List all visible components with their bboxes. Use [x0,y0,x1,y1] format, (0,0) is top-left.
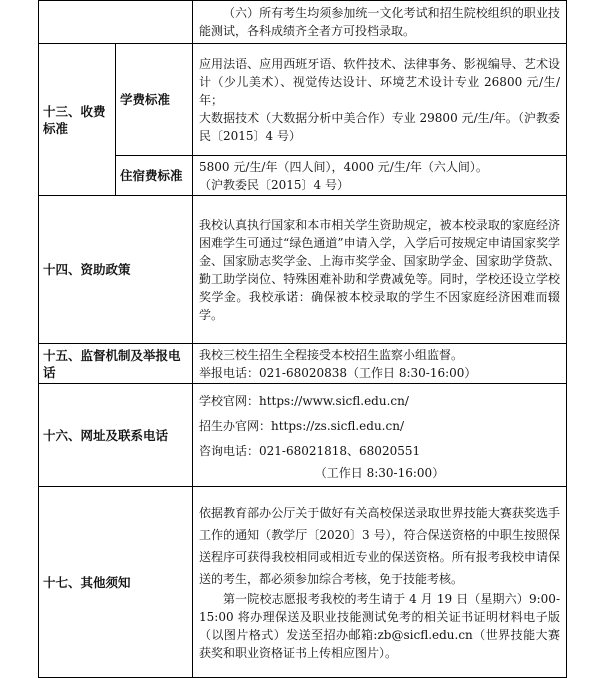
housing-content [193,156,567,196]
housing-label: 住宿费标准 [116,156,193,196]
empty-label-cell [39,1,193,44]
admissions-website-line: 招生办官网：https://zs.sicfl.edu.cn/ [199,418,404,433]
tuition-line: 应用法语、应用西班牙语、软件技术、法律事务、影视编导、艺术设计（少儿美术）、视觉传达设计、环境艺术设计专业 26800 元/生/年； [199,56,560,107]
phone-line: 咨询电话：021-68021818、68020551 [199,443,421,458]
tuition-label: 学费标准 [116,44,193,156]
admission-info-table [38,0,567,678]
section-16-title: 十六、网址及联系电话 [39,384,193,487]
tuition-line: 大数据技术（大数据分析中美合作）专业 29800 元/生/年。（沪教委民〔2015〕4 号） [199,110,560,143]
office-hours-line: （工作日 8:30-16:00） [314,465,445,480]
housing-line: 5800 元/生/年（四人间），4000 元/生/年（六人间）。 [199,159,488,174]
row-financial-aid [39,196,567,344]
row-housing [39,156,567,196]
section-14-title: 十四、资助政策 [39,196,193,344]
supervision-line: 我校三校生招生全程接受本校招生监察小组监督。 [199,347,464,362]
row-tuition [39,44,567,156]
contact-content [193,384,567,487]
section-15-title: 十五、监督机制及举报电话 [39,344,193,384]
row-exam-requirement [39,1,567,44]
row-other-notes [39,487,567,678]
section-13-title: 十三、收费标准 [39,44,116,196]
tuition-content [193,44,567,156]
row-contact [39,384,567,487]
submission-instructions-paragraph: 第一院校志愿报考我校的考生请于 4 月 19 日（星期六）9:00-15:00 将办理保送及职业技能测试免考的相关证书证明材料电子版（以图片格式）发送至招办邮箱:zb@sicfl.edu.cn（世界技能大赛获奖和职业资格证书上传相应图片）。 [199,592,560,660]
school-website-line: 学校官网：https://www.sicfl.edu.cn/ [199,393,409,408]
section-17-title: 十七、其他须知 [39,487,193,678]
housing-line: （沪教委民〔2015〕4 号） [199,177,349,192]
row-supervision [39,344,567,384]
financial-aid-content [193,196,567,344]
exam-requirement-text: （六）所有考生均须参加统一文化考试和招生院校组织的职业技能测试，各科成绩齐全者方可投档录取。 [193,1,567,44]
supervision-content [193,344,567,384]
financial-aid-text: 我校认真执行国家和本市相关学生资助规定，被本校录取的家庭经济困难学生可通过“绿色通道”申请入学，入学后可按规定申请国家奖学金、国家励志奖学金、上海市奖学金、国家助学金、国家助学贷款、勤工助学岗位、特殊困难补助和学费减免等。同时，学校还设立学校奖学金。我校承诺：确保被本校录取的学生不因家庭经济困难而辍学。 [199,217,560,322]
supervision-line: 举报电话：021-68020838（工作日 8:30-16:00） [199,365,477,380]
other-notes-content [193,487,567,678]
guaranteed-admission-paragraph: 依据教育部办公厅关于做好有关高校保送录取世界技能大赛获奖选手工作的通知（教学厅〔2020〕3 号），符合保送资格的中职生按照保送程序可获得我校相同或相近专业的保送资格。所有报考我校申请保送的考生，都必须参加综合考核，免于技能考核。 [199,506,560,586]
